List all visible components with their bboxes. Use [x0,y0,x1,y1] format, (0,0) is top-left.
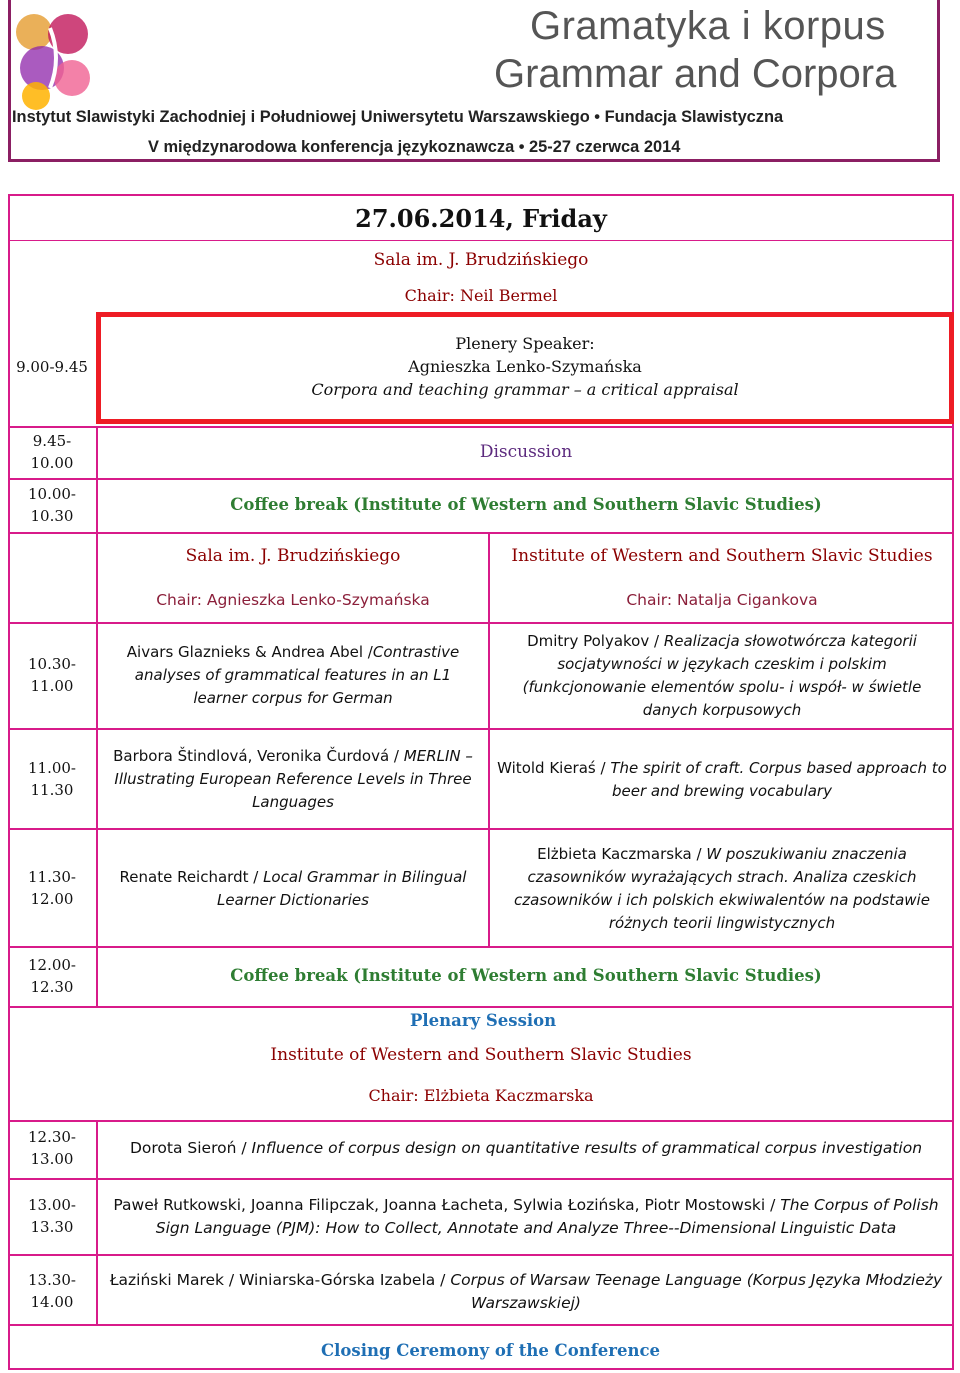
talk-title: MERLIN – Illustrating European Reference Levels in Three Languages [114,747,473,811]
time-end: 11.00 [30,677,74,695]
right-chair: Chair: Natalja Cigankova [626,591,818,609]
time-end: 14.00 [30,1293,74,1311]
slot3-right-talk [496,843,948,935]
right-room: Institute of Western and Southern Slavic Studies [511,546,933,566]
banner-institute: Instytut Slawistyki Zachodniej i Południowej Uniwersytetu Warszawskiego • Fundacja Slawistyczna [12,108,784,126]
talk3-time [8,1269,96,1313]
talk-authors: Witold Kieraś / [497,759,611,777]
talk-authors: Paweł Rutkowski, Joanna Filipczak, Joanna Łacheta, Sylwia Łozińska, Piotr Mostowski / [113,1196,781,1214]
plenary-session-label: Plenary Session [410,1011,557,1030]
divider [8,1254,954,1256]
plenary-label: Plenery Speaker: [455,334,595,353]
plenary-session-chair: Chair: Elżbieta Kaczmarska [368,1086,594,1105]
coffee2-label: Coffee break (Institute of Western and Southern Slavic Studies) [230,966,822,985]
plenary-title: Corpora and teaching grammar – a critical appraisal [311,380,739,399]
talk-title: Analiza czeskich czasowników i ich polskich ekwiwalentów na podstawie różnych teorii lingwistycznych [514,868,930,932]
divider [96,428,98,1008]
day-chair: Chair: Neil Bermel [404,286,558,305]
slot2-right-talk [496,757,948,803]
talk-authors: Aivars Glaznieks & Andrea Abel / [126,643,373,661]
slot2-time [8,757,96,801]
talk-authors: Elżbieta Kaczmarska / [537,845,707,863]
time-start: 9.45- [32,432,72,450]
left-room: Sala im. J. Brudzińskiego [185,546,401,566]
divider [8,728,954,730]
divider [8,946,954,948]
banner-conference: V międzynarodowa konferencja językoznawcza • 25-27 czerwca 2014 [148,138,681,156]
time-start: 11.30- [27,868,76,886]
time-start: 12.30- [27,1128,76,1146]
plenary-session-room: Institute of Western and Southern Slavic Studies [270,1045,692,1065]
talk-authors: Dmitry Polyakov / [527,632,664,650]
talk-title: The Corpus of Polish Sign Language (PJM): How to Collect, Annotate and Analyze Three--Dimensional Linguistic Data [155,1196,939,1237]
time-end: 11.30 [30,781,74,799]
slot1-right-talk [496,630,948,722]
talk-title: Local Grammar in Bilingual Learner Dictionaries [217,868,467,909]
left-chair: Chair: Agnieszka Lenko-Szymańska [156,591,430,609]
time-start: 11.00- [27,759,76,777]
talk2 [104,1194,948,1240]
talk-title: Realizacja słowotwórcza kategorii socjatywności w językach czeskim i polskim (funkcjonowanie elementów spolu- i współ- w świetle danych korpusowych [522,632,922,719]
talk-authors: Łaziński Marek / Winiarska-Górska Izabela / [109,1271,451,1289]
time-start: 10.30- [27,655,76,673]
conference-logo-icon [12,8,96,112]
time-end: 13.00 [30,1150,74,1168]
time-start: 13.00- [27,1196,76,1214]
slot3-time [8,866,96,910]
time-end: 13.30 [30,1218,74,1236]
talk-title: W poszukiwaniu znaczenia czasowników wyrażających strach. [527,845,907,886]
talk1-time [8,1126,96,1170]
banner-title-en: Grammar and Corpora [494,52,897,96]
divider [8,1006,954,1008]
slot1-time [8,653,96,697]
time-end: 10.00 [30,454,74,472]
talk-authors: Barbora Štindlová, Veronika Čurdová / [113,747,399,765]
plenary-time: 9.00-9.45 [16,358,88,376]
talk-title: Influence of corpus design on quantitative results of grammatical corpus investigation [251,1139,923,1157]
divider [8,1324,954,1326]
banner-title-pl: Gramatyka i korpus [530,4,886,48]
divider [8,1120,954,1122]
divider [8,240,954,241]
divider [8,1178,954,1180]
divider [8,828,954,830]
talk1 [104,1137,948,1160]
discussion-label: Discussion [479,442,573,462]
coffee1-label: Coffee break (Institute of Western and Southern Slavic Studies) [230,495,822,514]
time-end: 12.00 [30,890,74,908]
divider [8,622,954,624]
time-end: 12.30 [30,978,74,996]
time-start: 13.30- [27,1271,76,1289]
closing-ceremony: Closing Ceremony of the Conference [321,1341,661,1360]
day-date: 27.06.2014, Friday [355,204,607,233]
talk-title: Contrastive analyses of grammatical features in an L1 learner corpus for German [134,643,460,707]
talk-title: Corpus of Warsaw Teenage Language (Korpus Języka Młodzieży Warszawskiej) [450,1271,943,1312]
discussion-time [8,430,96,474]
coffee1-time [8,483,96,527]
divider [96,1122,98,1326]
talk2-time [8,1194,96,1238]
talk-title: The spirit of craft. [610,759,745,777]
time-end: 10.30 [30,507,74,525]
divider [8,426,954,428]
coffee2-time [8,954,96,998]
plenary-speaker: Agnieszka Lenko-Szymańska [408,357,642,376]
time-start: 12.00- [27,956,76,974]
talk-authors: Dorota Sieroń / [129,1139,252,1157]
divider [8,532,954,534]
talk-authors: Renate Reichardt / [119,868,264,886]
day-room: Sala im. J. Brudzińskiego [373,250,589,270]
slot2-left-talk [110,745,476,814]
slot1-left-talk [110,641,476,710]
time-start: 10.00- [27,485,76,503]
talk3 [104,1269,948,1315]
slot3-left-talk [110,866,476,912]
divider [8,478,954,480]
talk-title: Corpus based approach to beer and brewing vocabulary [612,759,947,800]
